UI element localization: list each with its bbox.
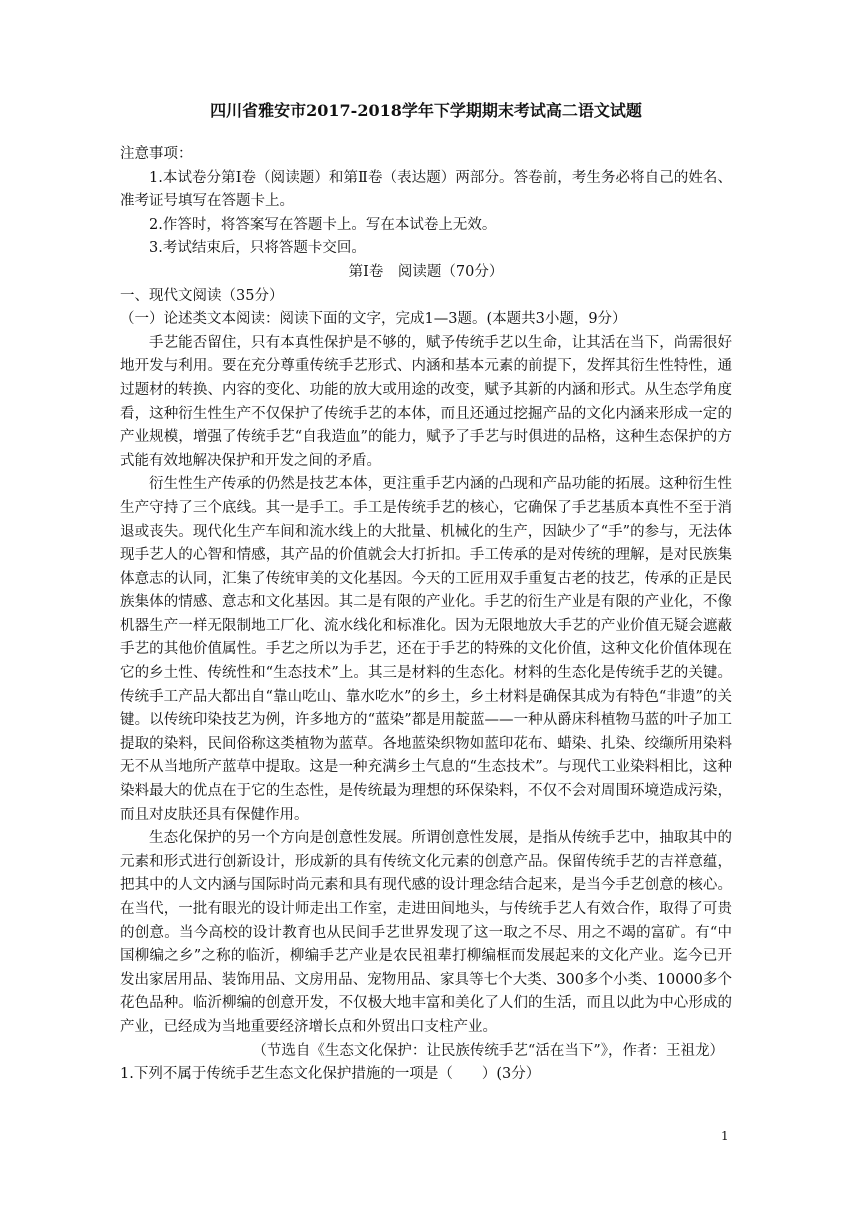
part-heading: 第Ⅰ卷 阅读题（70分） [348, 263, 504, 280]
page-content [120, 100, 732, 1087]
subsection-heading: （一）论述类文本阅读：阅读下面的文字，完成1—3题。(本题共3小题，9分） [120, 311, 627, 328]
notice-item: 3.考试结束后，只将答题卡交回。 [149, 240, 366, 257]
passage-paragraph: 衍生性生产传承的仍然是技艺本体，更注重手艺内涵的凸现和产品功能的拓展。这种衍生性生产守持了三个底线。其一是手工。手工是传统手艺的核心，它确保了手艺基质本真性不至于消退或丧失。现代化生产车间和流水线上的大批量、机械化的生产，因缺少了“手”的参与，无法体现手艺人的心智和情感，其产品的价值就会大打折扣。手工传承的是对传统的理解，是对民族集体意志的认同，汇集了传统审美的文化基因。今天的工匠用双手重复古老的技艺，传承的正是民族集体的情感、意志和文化基因。其二是有限的产业化。手艺的衍生产业是有限的产业化，不像机器生产一样无限制地工厂化、流水线化和标准化。因为无限地放大手艺的产业价值无疑会遮蔽手艺的其他价值属性。手艺之所以为手艺，还在于手艺的特殊的文化价值，这种文化价值体现在它的乡土性、传统性和“生态技术”上。其三是材料的生态化。材料的生态化是传统手艺的关键。传统手工产品大都出自“靠山吃山、靠水吃水”的乡土，乡土材料是确保其成为有特色“非遗”的关键。以传统印染技艺为例，许多地方的“蓝染”都是用靛蓝——一种从爵床科植物马蓝的叶子加工提取的染料，民间俗称这类植物为蓝草。各地蓝染织物如蓝印花布、蜡染、扎染、绞缬所用染料无不从当地所产蓝草中提取。这是一种充满乡土气息的“生态技术”。与现代工业染料相比，这种染料最大的优点在于它的生态性，是传统最为理想的环保染料，不仅不会对周围环境造成污染，而且对皮肤还具有保健作用。 [120, 476, 732, 823]
passage-source: （节选自《生态文化保护：让民族传统手艺“活在当下”》，作者：王祖龙） [252, 1042, 724, 1059]
page-number: 1 [721, 1129, 729, 1143]
notice-item: 2.作答时，将答案写在答题卡上。写在本试卷上无效。 [149, 216, 497, 233]
page-title: 四川省雅安市2017-2018学年下学期期末考试高二语文试题 [210, 101, 642, 120]
notice-item: 1.本试卷分第Ⅰ卷（阅读题）和第Ⅱ卷（表达题）两部分。答卷前，考生务必将自己的姓名、准考证号填写在答题卡上。 [120, 169, 732, 210]
passage-paragraph: 手艺能否留住，只有本真性保护是不够的，赋予传统手艺以生命，让其活在当下，尚需很好地开发与利用。要在充分尊重传统手艺形式、内涵和基本元素的前提下，发挥其衍生性特性，通过题材的转换、内容的变化、功能的放大或用途的改变，赋予其新的内涵和形式。从生态学角度看，这种衍生性生产不仅保护了传统手艺的本体，而且还通过挖掘产品的文化内涵来形成一定的产业规模，增强了传统手艺“自我造血”的能力，赋予了手艺与时俱进的品格，这种生态保护的方式能有效地解决保护和开发之间的矛盾。 [120, 334, 732, 469]
question-1: 1.下列不属于传统手艺生态文化保护措施的一项是（ ）(3分） [120, 1066, 541, 1083]
passage-paragraph: 生态化保护的另一个方向是创意性发展。所谓创意性发展，是指从传统手艺中，抽取其中的元素和形式进行创新设计，形成新的具有传统文化元素的创意产品。保留传统手艺的吉祥意蕴，把其中的人文内涵与国际时尚元素和具有现代感的设计理念结合起来，是当今手艺创意的核心。在当代，一批有眼光的设计师走出工作室，走进田间地头，与传统手艺人有效合作，取得了可贵的创意。当今高校的设计教育也从民间手艺世界发现了这一取之不尽、用之不竭的富矿。有“中国柳编之乡”之称的临沂，柳编手艺产业是农民祖辈打柳编框而发展起来的文化产业。迄今已开发出家居用品、装饰用品、文房用品、宠物用品、家具等七个大类、300多个小类、10000多个花色品种。临沂柳编的创意开发，不仅极大地丰富和美化了人们的生活，而且以此为中心形成的产业，已经成为当地重要经济增长点和外贸出口支柱产业。 [120, 830, 732, 1035]
notice-heading: 注意事项： [120, 146, 193, 162]
section-heading: 一、现代文阅读（35分） [120, 287, 284, 304]
